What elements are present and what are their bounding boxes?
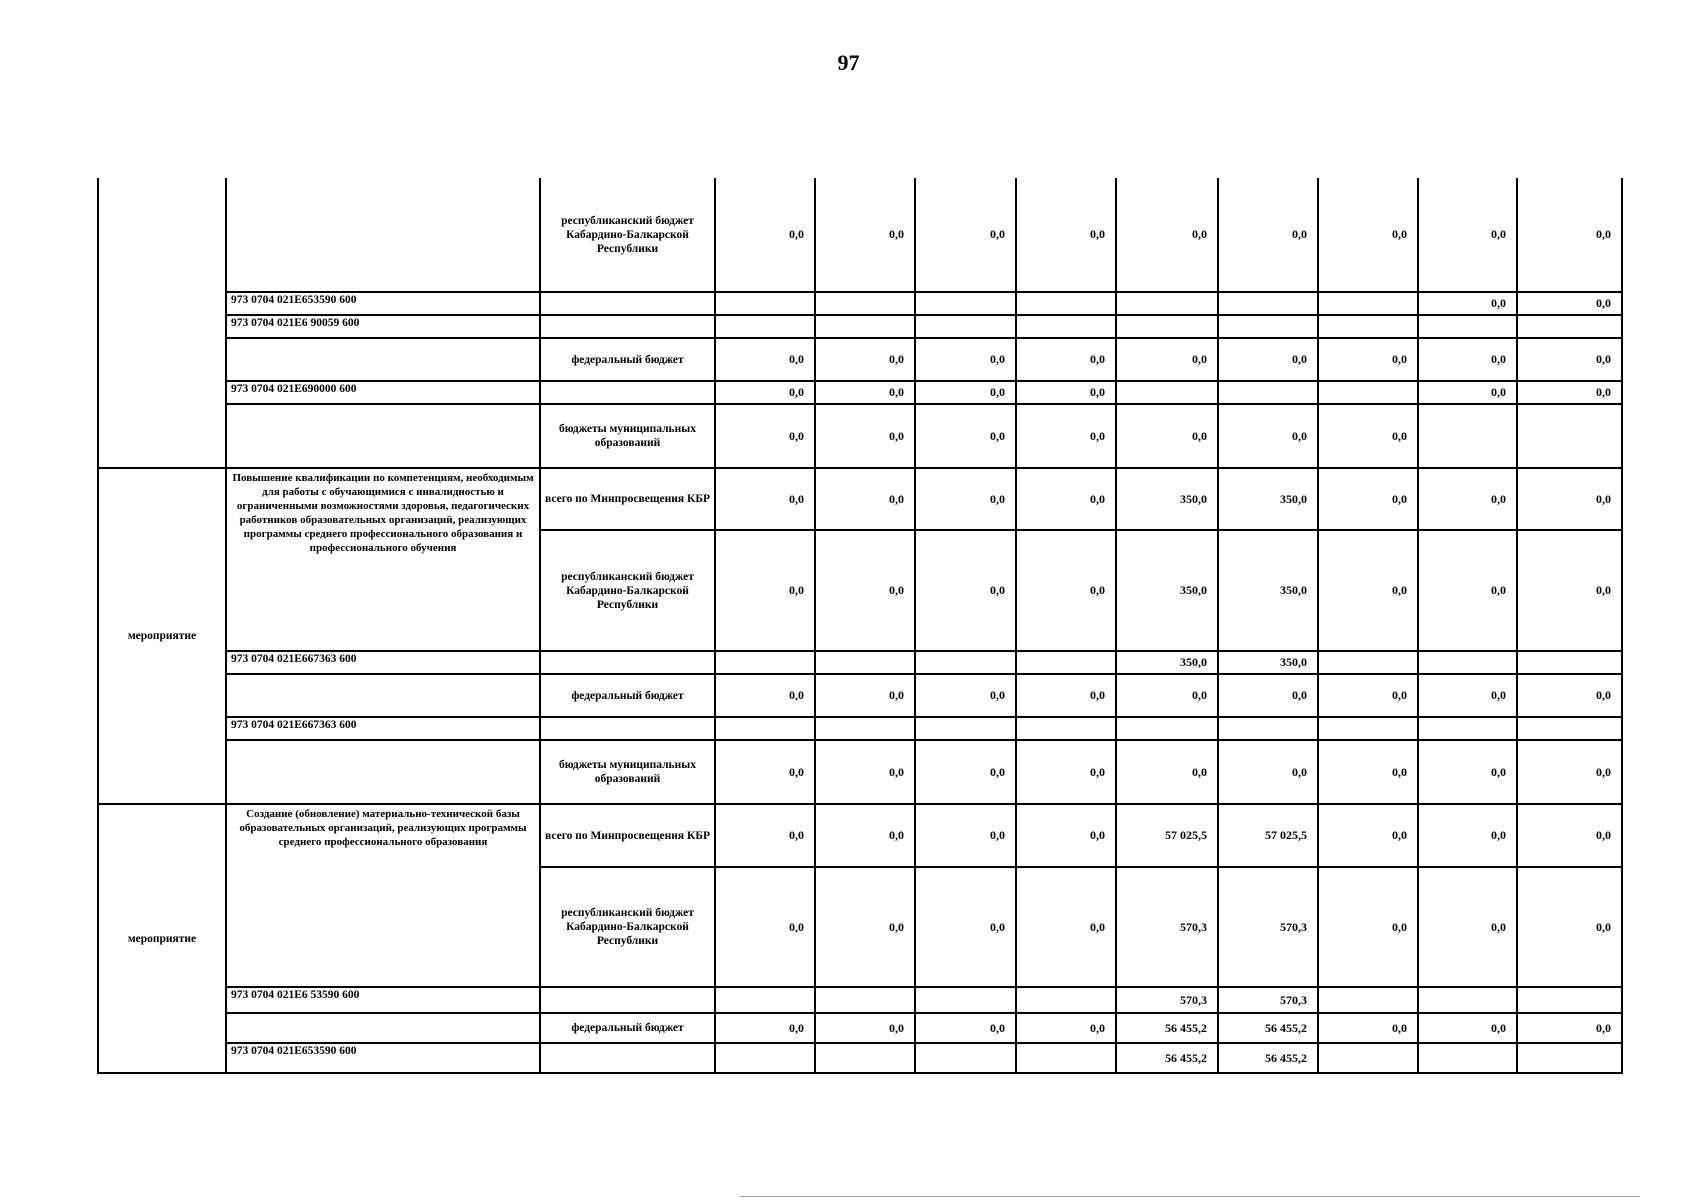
value-cell: 0,0 (1318, 1013, 1418, 1043)
value-cell (1418, 651, 1517, 674)
value-cell: 0,0 (1418, 1013, 1517, 1043)
value-cell (715, 315, 815, 338)
table-row (98, 381, 1622, 404)
value-cell (715, 651, 815, 674)
value-cell (1218, 292, 1318, 315)
source-cell (540, 717, 715, 740)
value-cell: 0,0 (1517, 468, 1622, 530)
value-cell: 0,0 (915, 867, 1016, 987)
value-cell: 0,0 (815, 867, 915, 987)
value-cell: 0,0 (1116, 674, 1218, 717)
value-cell (1418, 404, 1517, 468)
value-cell (815, 1043, 915, 1073)
value-cell: 0,0 (1418, 804, 1517, 867)
value-cell (1318, 717, 1418, 740)
value-cell (815, 651, 915, 674)
value-cell: 0,0 (1418, 867, 1517, 987)
value-cell: 0,0 (715, 740, 815, 804)
value-cell: 0,0 (915, 338, 1016, 381)
budget-code: 973 0704 021E653590 600 (226, 292, 540, 315)
value-cell: 0,0 (715, 1013, 815, 1043)
budget-code: 973 0704 021E667363 600 (226, 717, 540, 740)
value-cell: 0,0 (1318, 404, 1418, 468)
table-row (98, 292, 1622, 315)
table-row (98, 468, 1622, 530)
value-cell: 0,0 (715, 338, 815, 381)
source-cell: республиканский бюджет Кабардино-Балкарской Республики (540, 530, 715, 651)
table-row (98, 315, 1622, 338)
value-cell: 0,0 (1016, 468, 1116, 530)
table-row (98, 1013, 1622, 1043)
table-row (98, 804, 1622, 867)
table-row (98, 674, 1622, 717)
value-cell (1517, 404, 1622, 468)
value-cell (815, 292, 915, 315)
budget-code: 973 0704 021E667363 600 (226, 651, 540, 674)
value-cell: 0,0 (1016, 674, 1116, 717)
event-cell (226, 338, 540, 381)
budget-table (97, 178, 1623, 1074)
value-cell: 0,0 (715, 674, 815, 717)
value-cell: 0,0 (1517, 292, 1622, 315)
value-cell (1517, 717, 1622, 740)
budget-code: 973 0704 021E6 90059 600 (226, 315, 540, 338)
source-cell: федеральный бюджет (540, 674, 715, 717)
value-cell: 0,0 (1418, 530, 1517, 651)
value-cell (815, 987, 915, 1013)
value-cell (815, 717, 915, 740)
value-cell (1116, 381, 1218, 404)
value-cell: 0,0 (1418, 740, 1517, 804)
value-cell: 0,0 (1418, 178, 1517, 292)
value-cell: 0,0 (815, 468, 915, 530)
value-cell (1016, 1043, 1116, 1073)
event-cell (226, 674, 540, 717)
value-cell: 0,0 (1218, 674, 1318, 717)
source-cell (540, 292, 715, 315)
value-cell (815, 315, 915, 338)
value-cell: 570,3 (1218, 867, 1318, 987)
value-cell: 0,0 (1218, 338, 1318, 381)
budget-code: 973 0704 021E690000 600 (226, 381, 540, 404)
value-cell: 0,0 (1517, 1013, 1622, 1043)
event-cell (226, 404, 540, 468)
value-cell: 350,0 (1116, 530, 1218, 651)
value-cell: 0,0 (815, 178, 915, 292)
value-cell: 0,0 (915, 740, 1016, 804)
source-cell (540, 1043, 715, 1073)
value-cell: 0,0 (815, 381, 915, 404)
value-cell (1016, 651, 1116, 674)
value-cell (1517, 1043, 1622, 1073)
activity-name: Повышение квалификации по компетенциям, необходимым для работы с обучающимися с инвалидностью и ограниченными возможностями здоровья, педагогических работников образовательных организаций, реализующих программы среднего профессионального образования и профессионального обучения (226, 468, 540, 651)
table-row (98, 740, 1622, 804)
value-cell: 0,0 (815, 804, 915, 867)
table-row (98, 987, 1622, 1013)
value-cell: 0,0 (1318, 468, 1418, 530)
value-cell: 0,0 (1016, 338, 1116, 381)
value-cell (915, 987, 1016, 1013)
value-cell: 0,0 (1517, 867, 1622, 987)
scan-edge-line (740, 1196, 1640, 1197)
value-cell: 0,0 (1016, 178, 1116, 292)
value-cell: 0,0 (1318, 178, 1418, 292)
value-cell: 0,0 (1517, 178, 1622, 292)
value-cell: 0,0 (1116, 178, 1218, 292)
value-cell: 56 455,2 (1116, 1043, 1218, 1073)
value-cell: 0,0 (715, 867, 815, 987)
value-cell (1418, 1043, 1517, 1073)
value-cell: 0,0 (1016, 381, 1116, 404)
activity-kind: мероприятие (98, 804, 226, 1073)
value-cell: 0,0 (915, 381, 1016, 404)
value-cell: 0,0 (1318, 674, 1418, 717)
value-cell (915, 717, 1016, 740)
value-cell: 0,0 (715, 381, 815, 404)
value-cell (1318, 381, 1418, 404)
value-cell: 350,0 (1218, 651, 1318, 674)
source-cell: всего по Минпросвещения КБР (540, 804, 715, 867)
value-cell (1318, 292, 1418, 315)
page-number: 97 (837, 50, 860, 75)
value-cell: 0,0 (1318, 804, 1418, 867)
value-cell: 350,0 (1116, 651, 1218, 674)
value-cell: 0,0 (715, 468, 815, 530)
value-cell: 0,0 (715, 404, 815, 468)
value-cell: 0,0 (1016, 740, 1116, 804)
value-cell (1116, 717, 1218, 740)
value-cell: 0,0 (1517, 338, 1622, 381)
value-cell: 570,3 (1116, 987, 1218, 1013)
value-cell: 0,0 (915, 804, 1016, 867)
value-cell: 0,0 (1418, 292, 1517, 315)
table-row (98, 404, 1622, 468)
value-cell: 0,0 (1418, 381, 1517, 404)
source-cell: республиканский бюджет Кабардино-Балкарской Республики (540, 178, 715, 292)
source-cell: всего по Минпросвещения КБР (540, 468, 715, 530)
budget-code: 973 0704 021E653590 600 (226, 1043, 540, 1073)
value-cell: 0,0 (815, 740, 915, 804)
table-row (98, 1043, 1622, 1073)
value-cell: 0,0 (1218, 404, 1318, 468)
value-cell (1418, 315, 1517, 338)
value-cell: 0,0 (1418, 338, 1517, 381)
value-cell: 0,0 (1116, 404, 1218, 468)
value-cell: 0,0 (1318, 338, 1418, 381)
value-cell: 0,0 (1318, 867, 1418, 987)
value-cell (715, 987, 815, 1013)
value-cell: 0,0 (915, 674, 1016, 717)
value-cell (915, 1043, 1016, 1073)
table-row (98, 338, 1622, 381)
value-cell: 0,0 (715, 530, 815, 651)
value-cell: 0,0 (715, 178, 815, 292)
value-cell: 0,0 (1517, 674, 1622, 717)
activity-kind: мероприятие (98, 468, 226, 804)
event-cell (226, 740, 540, 804)
value-cell: 56 455,2 (1218, 1013, 1318, 1043)
value-cell: 0,0 (1218, 740, 1318, 804)
value-cell: 0,0 (815, 404, 915, 468)
source-cell: бюджеты муниципальных образований (540, 740, 715, 804)
value-cell: 350,0 (1116, 468, 1218, 530)
value-cell: 350,0 (1218, 530, 1318, 651)
value-cell: 0,0 (1016, 530, 1116, 651)
source-cell (540, 381, 715, 404)
value-cell (1016, 717, 1116, 740)
value-cell (1218, 381, 1318, 404)
value-cell: 0,0 (915, 178, 1016, 292)
value-cell (715, 1043, 815, 1073)
value-cell: 0,0 (1116, 740, 1218, 804)
value-cell (915, 651, 1016, 674)
value-cell (1016, 292, 1116, 315)
value-cell: 0,0 (1016, 1013, 1116, 1043)
source-cell: бюджеты муниципальных образований (540, 404, 715, 468)
value-cell: 0,0 (1517, 530, 1622, 651)
activity-name: Создание (обновление) материально-технической базы образовательных организаций, реализующих программы среднего профессионального образования (226, 804, 540, 987)
value-cell: 0,0 (1418, 468, 1517, 530)
value-cell (915, 315, 1016, 338)
value-cell: 56 455,2 (1116, 1013, 1218, 1043)
kind-cell (98, 178, 226, 468)
value-cell: 0,0 (1116, 338, 1218, 381)
value-cell: 0,0 (1016, 867, 1116, 987)
value-cell: 0,0 (915, 530, 1016, 651)
value-cell: 0,0 (1517, 381, 1622, 404)
value-cell (1218, 717, 1318, 740)
value-cell: 0,0 (1318, 740, 1418, 804)
value-cell: 0,0 (915, 1013, 1016, 1043)
value-cell: 0,0 (1517, 740, 1622, 804)
value-cell: 0,0 (1016, 404, 1116, 468)
source-cell (540, 315, 715, 338)
value-cell (1116, 315, 1218, 338)
value-cell (1517, 987, 1622, 1013)
value-cell (1318, 315, 1418, 338)
value-cell: 0,0 (915, 468, 1016, 530)
value-cell: 0,0 (815, 1013, 915, 1043)
value-cell: 570,3 (1116, 867, 1218, 987)
source-cell: федеральный бюджет (540, 338, 715, 381)
value-cell (1218, 315, 1318, 338)
source-cell: федеральный бюджет (540, 1013, 715, 1043)
value-cell: 0,0 (915, 404, 1016, 468)
value-cell: 0,0 (1218, 178, 1318, 292)
value-cell: 350,0 (1218, 468, 1318, 530)
value-cell: 56 455,2 (1218, 1043, 1318, 1073)
value-cell: 0,0 (815, 674, 915, 717)
value-cell: 0,0 (715, 804, 815, 867)
value-cell: 57 025,5 (1116, 804, 1218, 867)
value-cell (1116, 292, 1218, 315)
event-cell (226, 1013, 540, 1043)
value-cell: 0,0 (1418, 674, 1517, 717)
value-cell: 0,0 (815, 530, 915, 651)
value-cell (1016, 315, 1116, 338)
value-cell (1016, 987, 1116, 1013)
value-cell (1418, 987, 1517, 1013)
value-cell (715, 717, 815, 740)
value-cell (1318, 987, 1418, 1013)
value-cell (715, 292, 815, 315)
value-cell (1418, 717, 1517, 740)
budget-code: 973 0704 021E6 53590 600 (226, 987, 540, 1013)
value-cell (1318, 651, 1418, 674)
value-cell: 0,0 (1016, 804, 1116, 867)
value-cell (915, 292, 1016, 315)
source-cell: республиканский бюджет Кабардино-Балкарской Республики (540, 867, 715, 987)
value-cell: 0,0 (1517, 804, 1622, 867)
table-row (98, 178, 1622, 292)
value-cell: 0,0 (815, 338, 915, 381)
value-cell (1318, 1043, 1418, 1073)
value-cell: 57 025,5 (1218, 804, 1318, 867)
value-cell (1517, 651, 1622, 674)
table-row (98, 717, 1622, 740)
source-cell (540, 651, 715, 674)
table-row (98, 651, 1622, 674)
value-cell: 0,0 (1318, 530, 1418, 651)
source-cell (540, 987, 715, 1013)
event-cell (226, 178, 540, 292)
value-cell (1517, 315, 1622, 338)
value-cell: 570,3 (1218, 987, 1318, 1013)
